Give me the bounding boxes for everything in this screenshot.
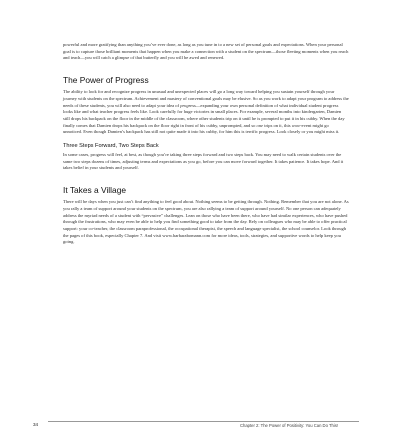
section-heading-power-of-progress: The Power of Progress xyxy=(63,75,149,86)
progress-text-c: trips on it, this xyxy=(264,122,291,128)
running-footer: Chapter 2: The Power of Positivity: You Can Do This! xyxy=(240,423,339,428)
subheading-three-steps: Three Steps Forward, Two Steps Back xyxy=(63,143,159,150)
progress-text-b: —expanding your own personal definition of what individual student progress looks like and what teacher progress feels like. Look carefully for huge victories in small places. For example, several months into kindergarten, Damien still drops his backpack on the floor in the middle of the classroom, where other students trip on it until he is prompted to put it in his cubby. When the day finally comes that Damien drops his backpack on the floor right in front of his cubby, unprompted, and so xyxy=(63,102,345,128)
progress-emphasis: progress xyxy=(180,102,196,108)
page-body xyxy=(63,42,349,246)
page-number: 34 xyxy=(33,422,39,427)
section-heading-village: It Takes a Village xyxy=(63,185,127,196)
progress-text-d: -event might go unnoticed. Even though Damien’s backpack has still not quite made it into his cubby, for him this is terrific progress. Look closely or you might miss it. xyxy=(63,122,340,135)
progress-text-a: The ability to look for and recognize progress in unusual and unexpected places will go a long way toward helping you sustain yourself through your journey with students on the spectrum. Achievement and mastery of conventional goals may be elusive. So as you work to adapt your program to address the needs of these students, you will also need to adapt your idea of xyxy=(63,89,349,108)
progress-emphasis-one: one xyxy=(256,122,264,128)
progress-paragraph xyxy=(63,89,349,136)
intro-paragraph: powerful and more gratifying than anything you’ve ever done, as long as you tune in to a new set of personal goals and expectations. When your personal goal is to capture those brilliant moments that happen when you make a connection with a student on the spectrum—those fleeting moments when you reach and teach—you will catch a glimpse of that butterfly and you will be awed and renewed. xyxy=(63,42,349,61)
footer-rule xyxy=(48,421,359,422)
progress-emphasis-wow: wow xyxy=(291,122,301,128)
village-paragraph: There will be days when you just can’t find anything to feel good about. Nothing seems to be getting through. Nothing. Remember that you are not alone. As you rally a team of support around your students on the spectrum, you are also rallying a team of support around yourself. No one person can adequately address the myriad needs of a student with “pervasive” challenges. Lean on those who have been there, who have had similar experiences, who have pushed through the frustrations, who may even be able to help you find something good to take from the day. Rely on colleagues who may be able to offer practical support: your co-teacher, the classroom paraprofessional, the occupational therapist, the speech and language specialist, the school counselor. Look through the pages of this book, especially Chapter 7. And visit www.barbarabomann.com for more ideas, tools, strategies, and supportive words to help keep you going. xyxy=(63,199,349,245)
three-steps-paragraph: In some cases, progress will feel, at best, as though you’re taking three steps forward and two steps back. You may need to walk certain students over the same two steps dozens of times, adjusting terms and expectations as you go, before you can move forward together. It takes patience. It takes hope. And it takes belief in your students and yourself. xyxy=(63,152,344,171)
